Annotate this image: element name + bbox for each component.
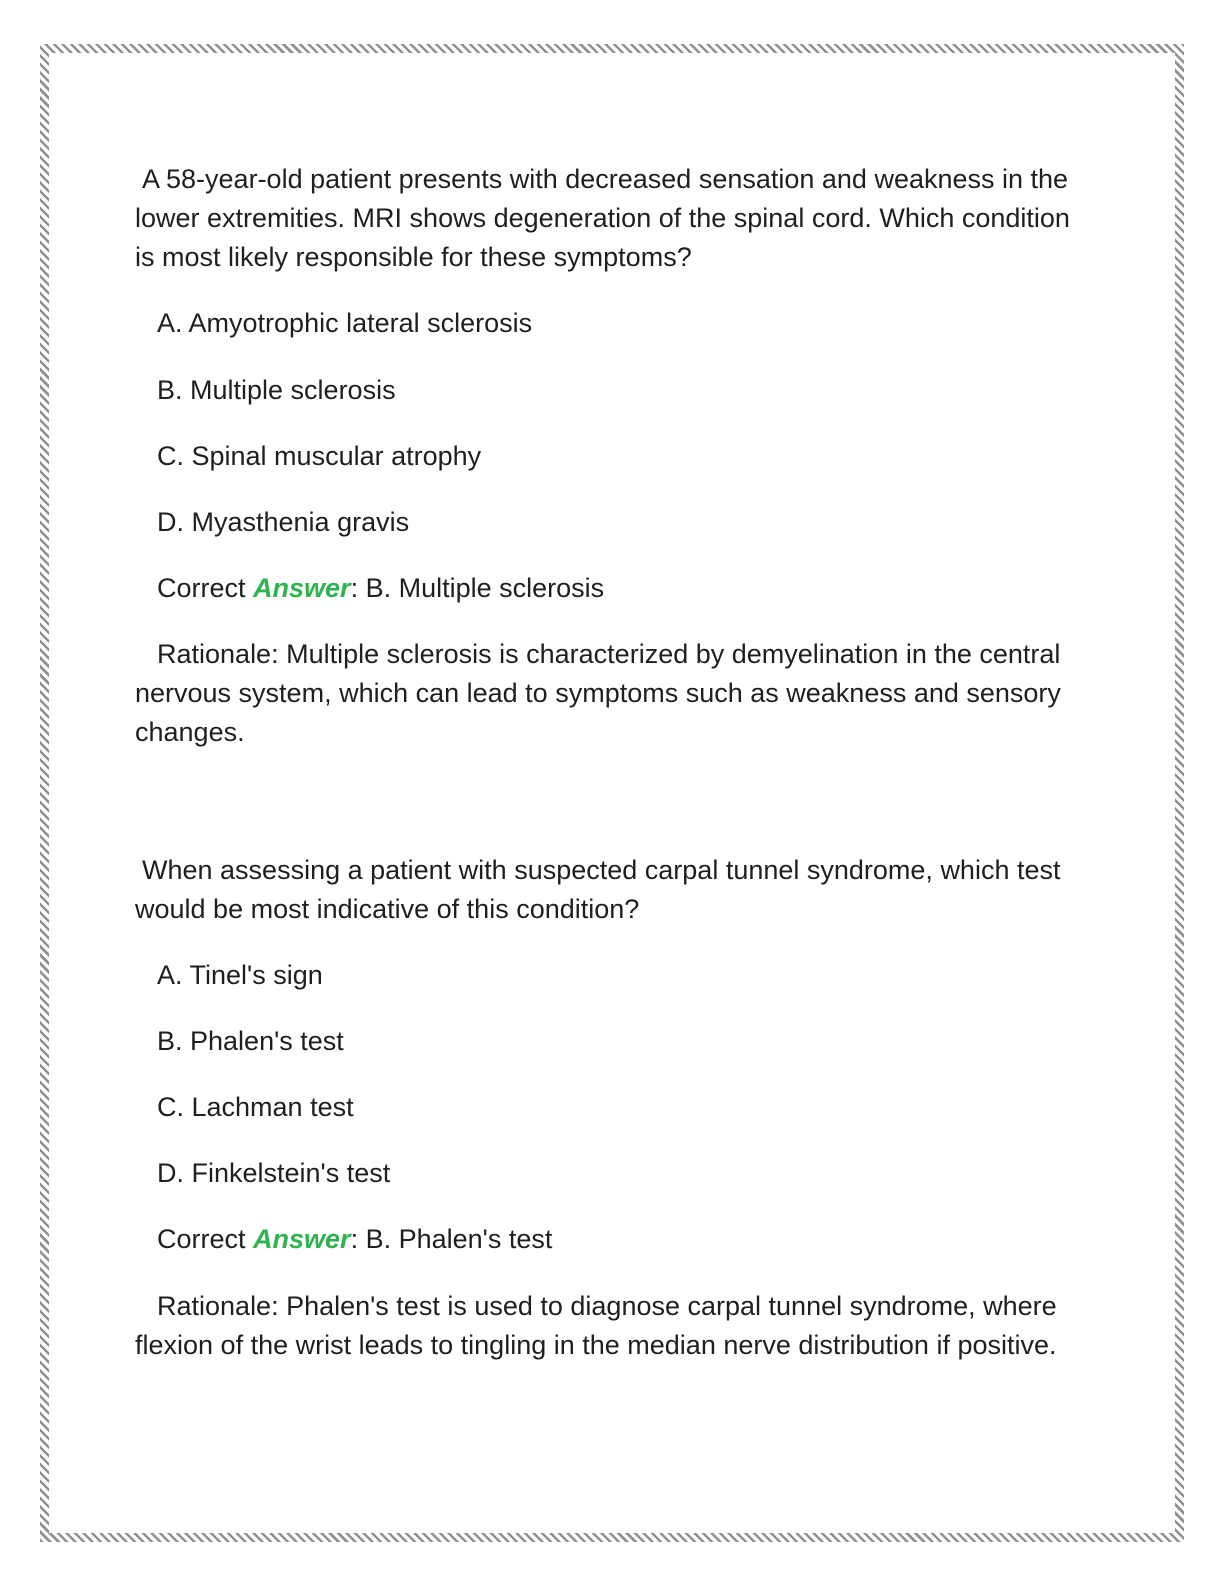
- document-content: [135, 160, 1080, 1392]
- option-b: B. Phalen's test: [157, 1025, 344, 1056]
- correct-label: Correct: [157, 572, 254, 603]
- rationale-text: Rationale: Phalen's test is used to diagnose carpal tunnel syndrome, where flexion of the wrist leads to tingling in the median nerve distribution if positive.: [135, 1290, 1057, 1360]
- option-d: D. Myasthenia gravis: [157, 506, 410, 537]
- option-d: D. Finkelstein's test: [157, 1158, 391, 1189]
- correct-answer-line: [135, 569, 1080, 608]
- option-b: B. Multiple sclerosis: [157, 374, 396, 405]
- correct-answer-line: [135, 1220, 1080, 1259]
- answer-word: Answer: [253, 572, 351, 603]
- option-c: C. Spinal muscular atrophy: [157, 440, 482, 471]
- option-a: A. Amyotrophic lateral sclerosis: [157, 308, 533, 339]
- correct-label: Correct: [157, 1224, 254, 1255]
- option-c: C. Lachman test: [157, 1092, 354, 1123]
- question-text: When assessing a patient with suspected carpal tunnel syndrome, which test would be most indicative of this condition?: [135, 854, 1061, 924]
- rationale-text: Rationale: Multiple sclerosis is characterized by demyelination in the central nervous system, which can lead to symptoms such as weakness and sensory changes.: [135, 639, 1061, 748]
- question-text: A 58-year-old patient presents with decreased sensation and weakness in the lower extremities. MRI shows degeneration of the spinal cord. Which condition is most likely responsible for these symptoms?: [135, 164, 1070, 273]
- answer-word: Answer: [253, 1224, 351, 1255]
- option-a: A. Tinel's sign: [157, 959, 323, 990]
- answer-value: : B. Phalen's test: [350, 1224, 553, 1255]
- question-block-1: [135, 160, 1080, 753]
- question-block-2: [135, 851, 1080, 1365]
- answer-value: : B. Multiple sclerosis: [350, 572, 605, 603]
